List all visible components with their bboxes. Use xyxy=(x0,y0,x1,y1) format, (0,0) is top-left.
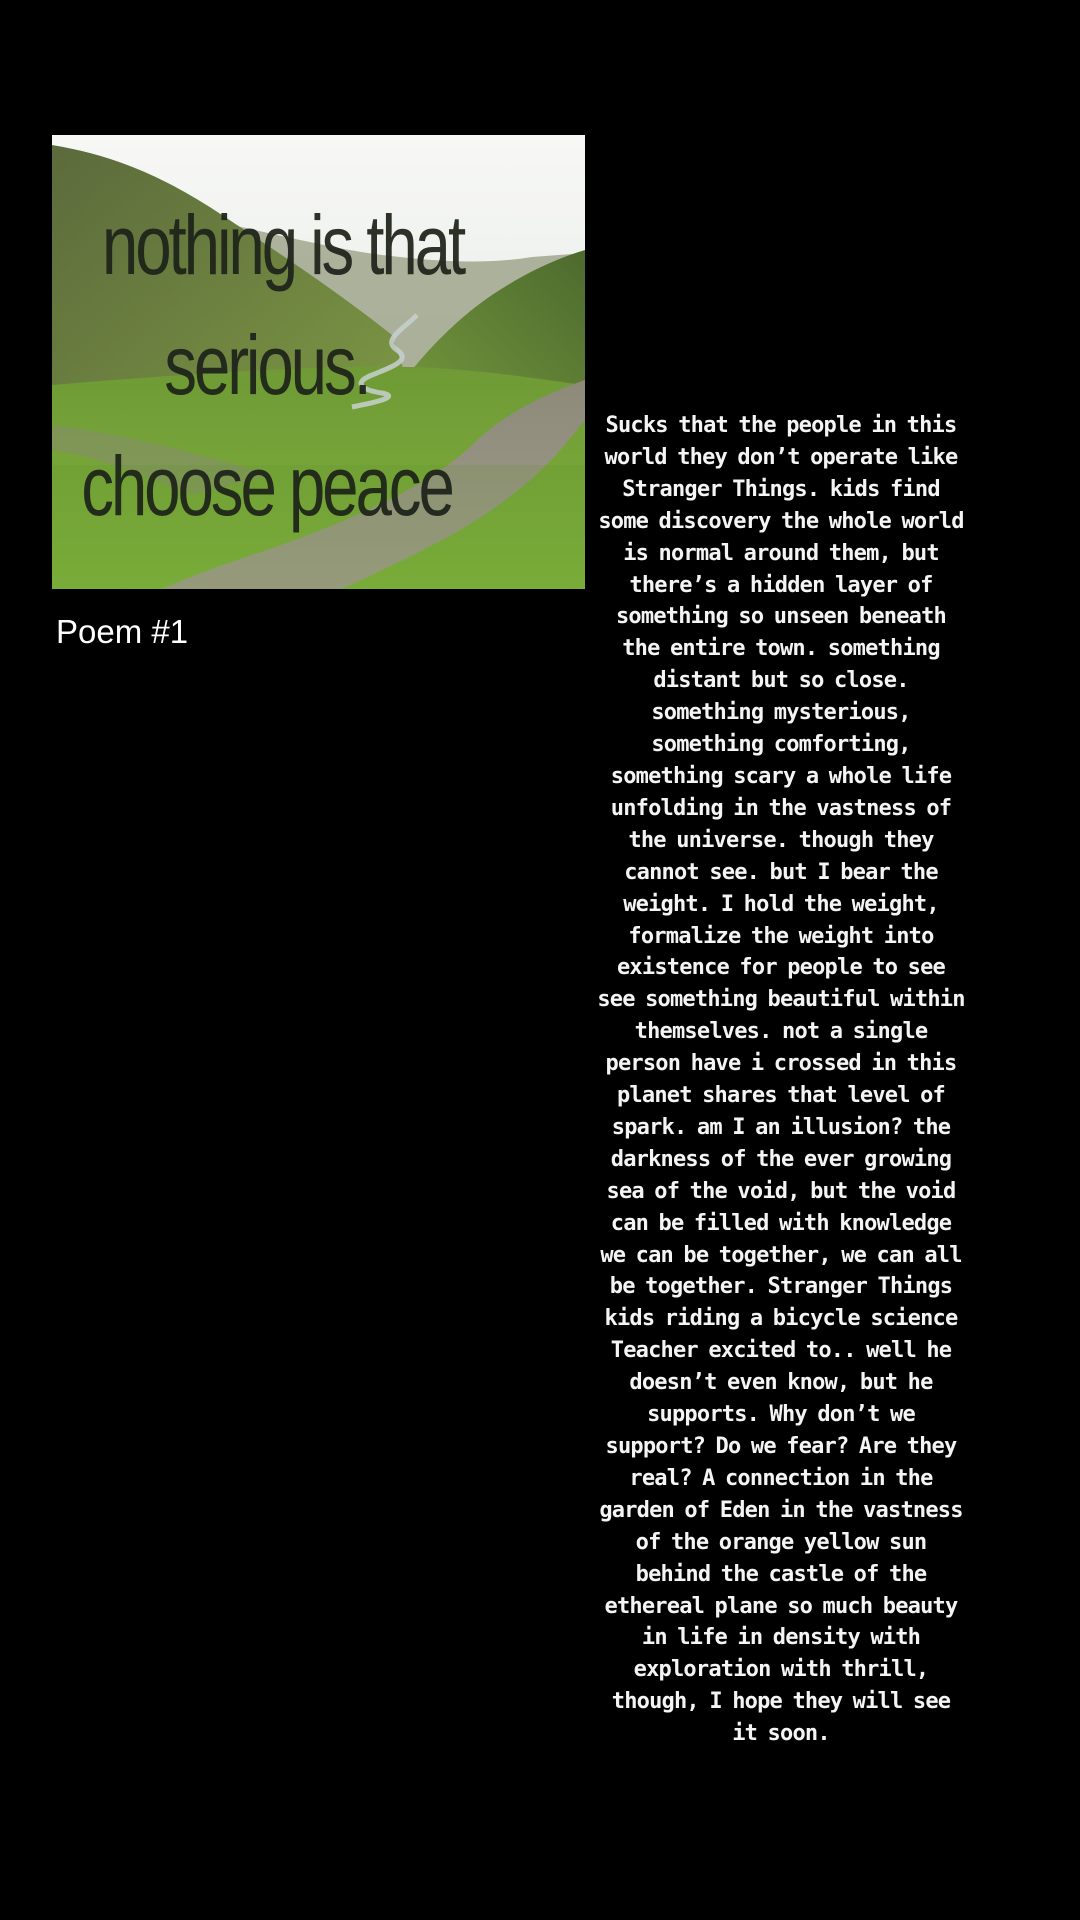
meme-caption-line: choose peace xyxy=(81,439,452,533)
poem-title: Poem #1 xyxy=(56,613,189,650)
meme-caption-line: serious. xyxy=(164,318,369,412)
meme-caption xyxy=(52,135,585,589)
meme-image xyxy=(52,135,585,589)
poem-text: Sucks that the people in this world they don’t operate like Stranger Things. kids find some discovery the whole world is normal around them, but there’s a hidden layer of something so unseen beneath the entire town. something distant but so close. something mysterious, something comforting, something scary a whole life unfolding in the vastness of the universe. though they cannot see. but I bear the weight. I hold the weight, formalize the weight into existence for people to see see something beautiful within themselves. not a single person have i crossed in this planet shares that level of spark. am I an illusion? the darkness of the ever growing sea of the void, but the void can be filled with knowledge we can be together, we can all be together. Stranger Things kids riding a bicycle science Teacher excited to.. well he doesn’t even know, but he supports. Why don’t we support? Do we fear? Are they real? A connection in the garden of Eden in the vastness of the orange yellow sun behind the castle of the ethereal plane so much beauty in life in density with exploration with thrill, though, I hope they will see it soon. xyxy=(597,413,965,1747)
meme-caption-line: nothing is that xyxy=(101,198,464,292)
